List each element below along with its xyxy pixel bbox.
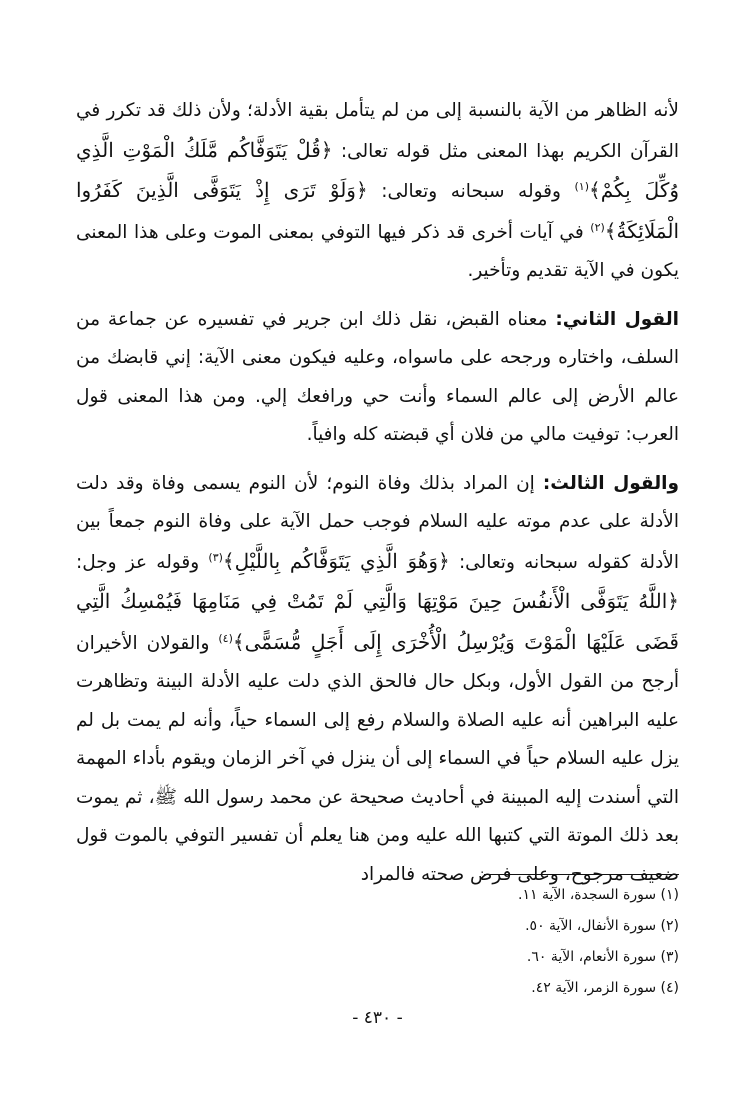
paragraph-text: وقوله سبحانه وتعالى:	[367, 181, 575, 202]
quran-verse: ﴿قُلْ يَتَوَفَّاكُم مَّلَكُ الْمَوْتِ الَّذِي وُكِّلَ بِكُمْ﴾	[76, 137, 680, 202]
paragraph-text: في آيات أخرى قد ذكر فيها التوفي بمعنى الموت وعلى هذا المعنى يكون في الآية تقديم وتأخير.	[76, 221, 679, 281]
footnote-item: (١) سورة السجدة، الآية ١١.	[518, 887, 679, 903]
footnote-item: (٣) سورة الأنعام، الآية ٦٠.	[526, 949, 679, 965]
paragraph-text: لأنه الظاهر من الآية بالنسبة إلى من لم يتأمل بقية الأدلة؛ ولأن ذلك قد تكرر في القرآن الكريم بهذا المعنى مثل قوله تعالى:	[76, 100, 680, 162]
footnote-ref: (٢)	[590, 220, 605, 234]
footnote-item: (٢) سورة الأنفال، الآية ٥٠.	[525, 918, 679, 934]
body-text	[76, 92, 679, 894]
footnotes	[79, 880, 679, 1004]
quran-verse: ﴿وَهُوَ الَّذِي يَتَوَفَّاكُم بِاللَّيْلِ﴾	[222, 548, 450, 573]
footnote-ref: (١)	[574, 179, 589, 193]
paragraph-3	[76, 465, 679, 895]
paragraph-text: والقولان الأخيران أرجح من القول الأول، وبكل حال فالحق الذي دلت عليه الأدلة البينة وتظاهرت عليه البراهين أنه عليه الصلاة والسلام رفع إلى السماء حياً، وأنه لم يمت بل لم يزل عليه السلام حياً في السماء إلى أن ينزل في آخر الزمان ويقوم بأداء المهمة التي أسندت إليه المبينة في أحاديث صحيحة عن محمد رسول الله ﷺ، ثم يموت بعد ذلك الموتة التي كتبها الله عليه ومن هنا يعلم أن تفسير التوفي بالموت قول ضعيف مرجوح، وعلى فرض صحته فالمراد	[76, 632, 679, 885]
footnote-ref: (٣)	[208, 550, 223, 564]
footnote-divider	[484, 874, 679, 875]
footnote-ref: (٤)	[218, 631, 233, 645]
footnote-item: (٤) سورة الزمر، الآية ٤٢.	[531, 980, 679, 996]
paragraph-lead: والقول الثالث:	[542, 472, 679, 494]
paragraph-text: معناه القبض، نقل ذلك ابن جرير في تفسيره عن جماعة من السلف، واختاره ورجحه على ماسواه، وعليه فيكون معنى الآية: إني قابضك من عالم الأرض إلى عالم السماء وأنت حي ورافعك إلي. ومن هذا المعنى قول العرب: توفيت مالي من فلان أي قبضته كله وافياً.	[76, 308, 679, 445]
quran-verse: ﴿وَلَوْ تَرَى إِذْ يَتَوَفَّى الَّذِينَ كَفَرُوا الْمَلَائِكَةُ﴾	[76, 178, 679, 243]
quran-verse: ﴿اللَّهُ يَتَوَفَّى الْأَنفُسَ حِينَ مَوْتِهَا وَالَّتِي لَمْ تَمُتْ فِي مَنَامِهَا فَيُمْسِكُ الَّتِي قَضَى عَلَيْهَا الْمَوْتَ وَيُرْسِلُ الْأُخْرَى إِلَى أَجَلٍ مُّسَمًّى﴾	[76, 589, 679, 654]
paragraph-text: وقوله عز وجل:	[76, 551, 209, 573]
paragraph-1	[76, 92, 679, 291]
paragraph-lead: القول الثاني:	[555, 308, 679, 330]
page-number: - ٤٣٠ -	[352, 1008, 403, 1028]
paragraph-text: إن المراد بذلك وفاة النوم؛ لأن النوم يسمى وفاة وقد دلت الأدلة على عدم موته عليه السلام فوجب حمل الآية على وفاة النوم جمعاً بين الأدلة كقوله سبحانه وتعالى:	[76, 472, 680, 573]
paragraph-2	[76, 301, 679, 455]
